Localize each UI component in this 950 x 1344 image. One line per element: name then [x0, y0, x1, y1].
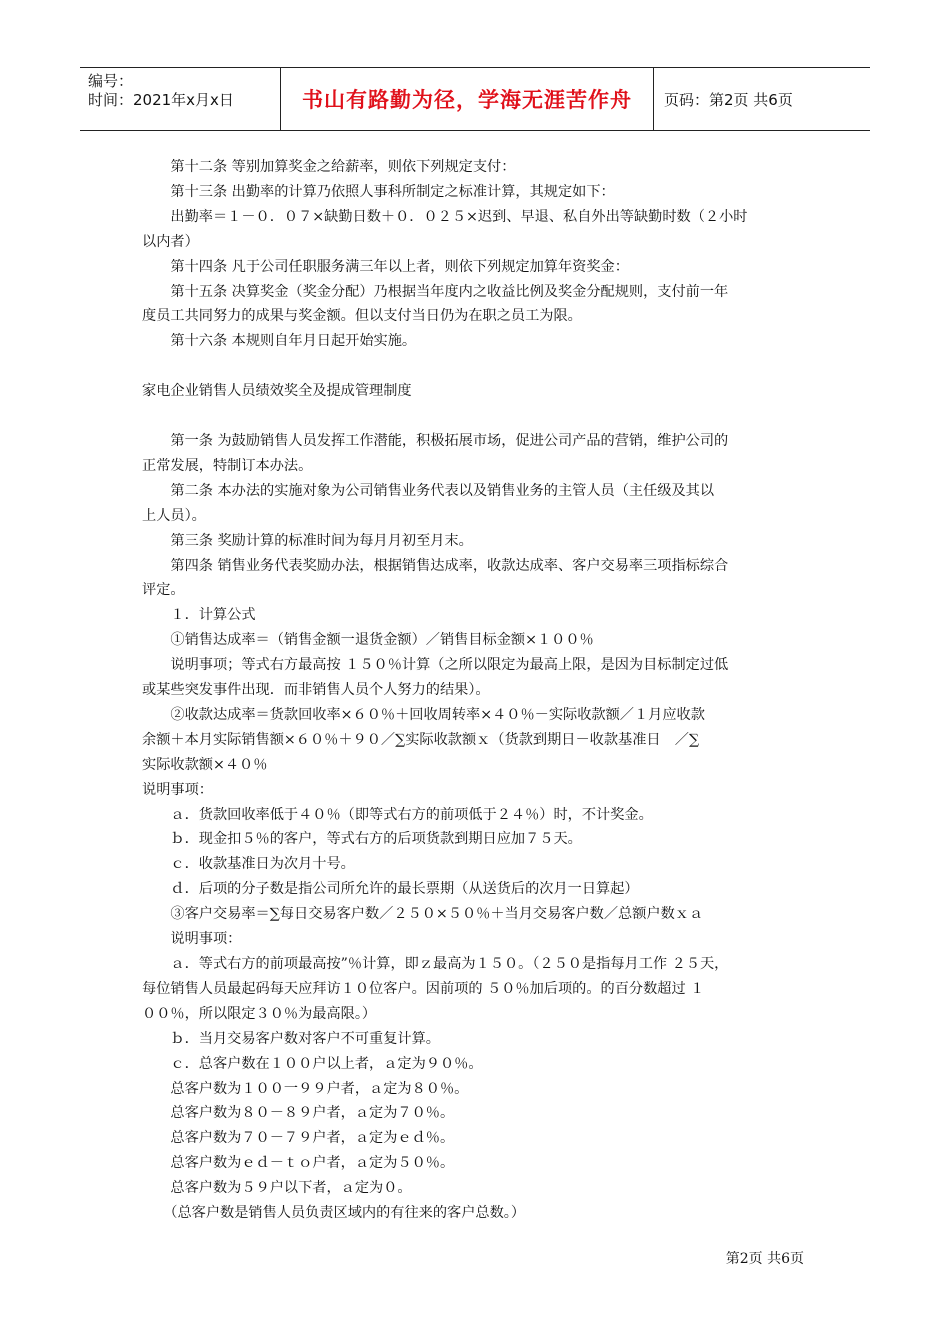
- text-line: 度员工共同努力的成果与奖金额。但以支付当日仍为在职之员工为限。: [142, 308, 582, 325]
- text-line: [142, 354, 812, 379]
- text-line: １．计算公式: [142, 607, 256, 624]
- text-line: ａ．货款回收率低于４０％（即等式右方的前项低于２４％）时，不计奖金。: [142, 806, 653, 823]
- text-line: ｄ．后项的分子数是指公司所允许的最长票期（从送货后的次月一日算起）: [142, 881, 639, 898]
- text-line: ００％，所以限定３０％为最高限。）: [142, 1005, 377, 1022]
- text-line: ｂ．当月交易客户数对客户不可重复计算。: [142, 1030, 440, 1047]
- text-line: 第三条 奖励计算的标准时间为每月月初至月末。: [142, 532, 473, 549]
- text-line: 说明事项：: [142, 781, 213, 798]
- text-line: 第一条 为鼓励销售人员发挥工作潜能，积极拓展市场，促进公司产品的营销，维护公司的: [142, 432, 729, 449]
- header-middle: [280, 68, 654, 130]
- text-line: 余额＋本月实际销售额×６０％＋９０／∑实际收款额ｘ（货款到期日－收款基准日 ／∑: [142, 731, 700, 748]
- text-line: 说明事项：: [142, 931, 242, 948]
- document-body: [142, 155, 812, 1226]
- text-line: 评定。: [142, 582, 185, 599]
- text-line: ③客户交易率＝∑每日交易客户数／２５０×５０％＋当月交易客户数／总额户数ｘａ: [142, 906, 704, 923]
- text-line: [142, 404, 812, 429]
- header-right: [654, 68, 870, 130]
- text-line: 正常发展，特制订本办法。: [142, 457, 313, 474]
- text-line: 总客户数为１００一９９户者，ａ定为８０％。: [142, 1080, 469, 1097]
- text-line: 第二条 本办法的实施对象为公司销售业务代表以及销售业务的主管人员（主任级及其以: [142, 482, 715, 499]
- text-line: ｃ．收款基准日为次月十号。: [142, 856, 355, 873]
- text-line: 说明事项；等式右方最高按 １５０％计算（之所以限定为最高上限，是因为目标制定过低: [142, 657, 729, 674]
- text-line: ｃ．总客户数在１００户以上者，ａ定为９０％。: [142, 1055, 483, 1072]
- text-line: 每位销售人员最起码每天应拜访１０位客户。因前项的 ５０％加后项的。的百分数超过 １: [142, 980, 705, 997]
- page-footer: 第2页 共6页: [725, 1251, 804, 1267]
- text-line: ①销售达成率＝（销售金额一退货金额）／销售目标金额×１００％: [142, 632, 594, 649]
- text-line: 总客户数为７０－７９户者，ａ定为ｅｄ％。: [142, 1130, 455, 1147]
- text-line: 实际收款额×４０％: [142, 756, 268, 773]
- header-table: [80, 67, 870, 131]
- page-info: 页码：第2页 共6页: [664, 90, 793, 109]
- text-line: 家电企业销售人员绩效奖全及提成管理制度: [142, 383, 412, 400]
- text-line: 第四条 销售业务代表奖励办法，根据销售达成率，收款达成率、客户交易率三项指标综合: [142, 557, 729, 574]
- text-line: 以内者）: [142, 233, 199, 250]
- doc-number-label: 编号：: [88, 72, 134, 90]
- text-line: 总客户数为ｅｄ－ｔｏ户者，ａ定为５０％。: [142, 1155, 455, 1172]
- date-label: 时间：2021年x月x日: [88, 91, 234, 109]
- text-line: ②收款达成率＝货款回收率×６０％＋回收周转率×４０％－实际收款额／１月应收款: [142, 706, 705, 723]
- text-line: （总客户数是销售人员负责区域内的有往来的客户总数。）: [142, 1205, 526, 1222]
- text-line: 出勤率＝１－０．０７×缺勤日数＋０．０２５×迟到、早退、私自外出等缺勤时数（２小时: [142, 208, 748, 225]
- text-line: ｂ．现金扣５％的客户，等式右方的后项货款到期日应加７５天。: [142, 831, 582, 848]
- motto-text: 书山有路勤为径，学海无涯苦作舟: [302, 88, 632, 112]
- text-line: 第十五条 决算奖金（奖金分配）乃根据当年度内之收益比例及奖金分配规则，支付前一年: [142, 283, 729, 300]
- text-line: 总客户数为８０－８９户者，ａ定为７０％。: [142, 1105, 455, 1122]
- text-line: ａ．等式右方的前项最高按”％计算，即ｚ最高为１５０。（２５０是指每月工作 ２５天，: [142, 956, 729, 972]
- text-line: 第十三条 出勤率的计算乃依照人事科所制定之标准计算，其规定如下：: [142, 183, 615, 200]
- text-line: 第十六条 本规则自年月日起开始实施。: [142, 333, 417, 350]
- text-line: 上人员）。: [142, 507, 206, 524]
- header-left: [80, 68, 280, 130]
- text-line: 总客户数为５９户以下者，ａ定为０。: [142, 1180, 412, 1197]
- text-line: 第十二条 等别加算奖金之给薪率，则依下列规定支付：: [142, 159, 516, 175]
- text-line: 第十四条 凡于公司任职服务满三年以上者，则依下列规定加算年资奖金：: [142, 258, 629, 275]
- text-line: 或某些突发事件出现．而非销售人员个人努力的结果）。: [142, 682, 490, 699]
